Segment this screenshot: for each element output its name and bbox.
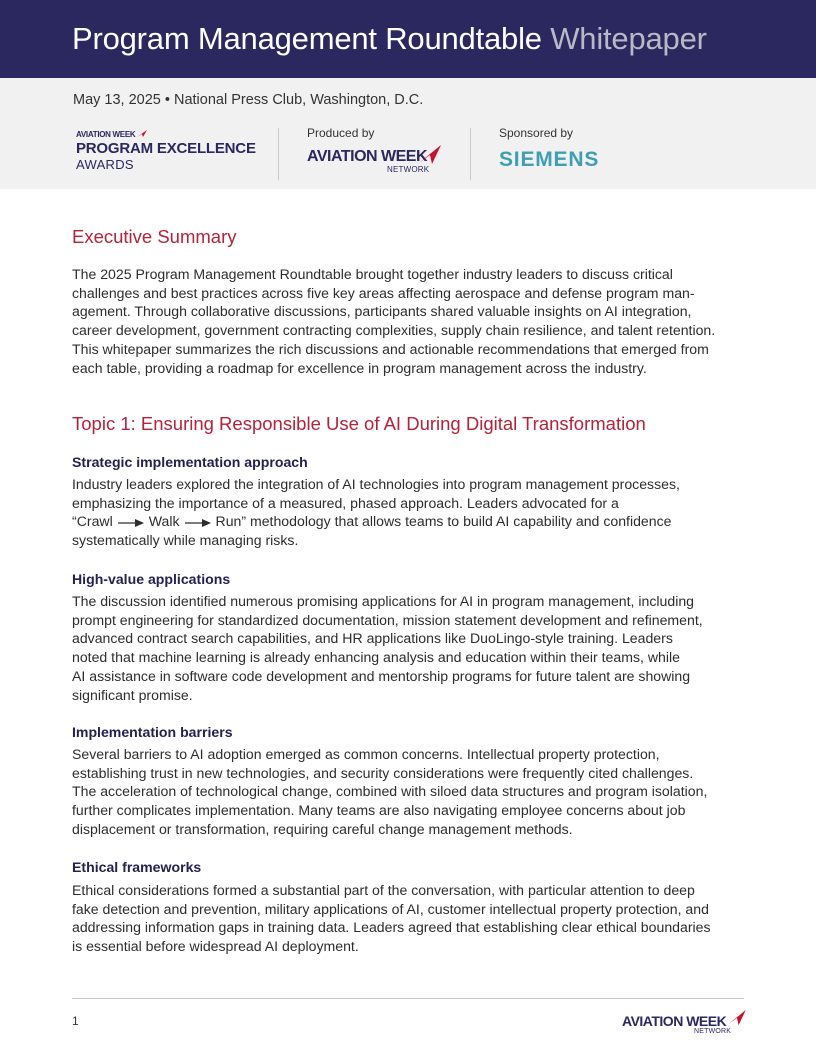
title-light: Whitepaper bbox=[550, 21, 707, 56]
section-text-ethical: Ethical considerations formed a substantial part of the conversation, with particular attention to deep fake detection and prevention, military applications of AI, customer intellectual property protection, and addressing information gaps in training data. Leaders agreed that establishing clear ethical boundaries is essential before widespread AI deployment. bbox=[72, 882, 711, 955]
crawl-walk-run-line: “Crawl Walk Run” methodology that allows teams to build AI capability and confidence bbox=[72, 513, 672, 530]
section-text-high-value: The discussion identified numerous promising applications for AI in program management, including prompt engineering for standardized documentation, mission statement development and refinement, advanced contract search capabilities, and HR applications like DuoLingo-style training. Leaders noted that machine learning is already enhancing analysis and education within their teams, while AI assistance in software code development and mentorship programs for future talent are showing significant promise. bbox=[72, 593, 703, 703]
event-info-bar bbox=[0, 78, 816, 189]
section-heading-barriers: Implementation barriers bbox=[72, 724, 233, 740]
swoosh-icon bbox=[419, 145, 441, 165]
footer-aviation-week-logo bbox=[622, 1013, 746, 1039]
section-heading-high-value: High-value applications bbox=[72, 571, 231, 587]
title-banner bbox=[0, 0, 816, 78]
awards-logo-main: PROGRAM EXCELLENCE bbox=[76, 140, 256, 157]
awards-logo-sub: AWARDS bbox=[76, 157, 134, 172]
executive-summary-text: The 2025 Program Management Roundtable brought together industry leaders to discuss critical challenges and best practices across five key areas affecting aerospace and defense program man- agement. Through collaborative discussions, participants shared valuable insights on AI integration, career development, government contracting complexities, supply chain resilience, and talent retention. This whitepaper summarizes the rich discussions and actionable recommendations that emerged from each table, providing a roadmap for excellence in program management across the industry. bbox=[72, 266, 716, 376]
section-text-strategic: Industry leaders explored the integration of AI technologies into program management processes, emphasizing the importance of a measured, phased approach. Leaders advocated for a “Crawl Walk Run” methodology that allows teams to build AI capability and confidence systematically while managing risks. bbox=[72, 475, 744, 550]
program-excellence-awards-logo bbox=[76, 130, 266, 174]
section-heading-ethical: Ethical frameworks bbox=[72, 859, 202, 875]
aviation-week-network-logo bbox=[307, 148, 447, 178]
swoosh-icon bbox=[728, 1010, 746, 1026]
page-number: 1 bbox=[72, 1014, 79, 1028]
aw-logo-word: AVIATION WEEK bbox=[307, 148, 428, 165]
arrow-right-icon bbox=[184, 518, 212, 528]
footer-logo-word: AVIATION WEEK bbox=[622, 1013, 727, 1029]
section-heading-strategic: Strategic implementation approach bbox=[72, 454, 308, 470]
event-date-location: May 13, 2025 • National Press Club, Washington, D.C. bbox=[73, 92, 424, 108]
document-title bbox=[72, 19, 707, 59]
awards-logo-top: AVIATION WEEK bbox=[76, 130, 147, 139]
sponsored-by-label: Sponsored by bbox=[499, 126, 574, 140]
title-main: Program Management Roundtable bbox=[72, 21, 542, 56]
logo-divider bbox=[278, 128, 279, 180]
swoosh-icon bbox=[137, 130, 147, 138]
produced-by-label: Produced by bbox=[307, 126, 375, 140]
logo-divider bbox=[470, 128, 471, 180]
topic-1-heading: Topic 1: Ensuring Responsible Use of AI During Digital Transformation bbox=[72, 413, 646, 434]
arrow-right-icon bbox=[117, 518, 145, 528]
section-text-barriers: Several barriers to AI adoption emerged as common concerns. Intellectual property protection, establishing trust in new technologies, and security considerations were frequently cited challenges. The acceleration of technological change, combined with siloed data structures and program isolation, further complicates implementation. Many teams are also navigating employee concerns about job displacement or transformation, requiring careful change management methods. bbox=[72, 746, 708, 837]
footer-divider bbox=[72, 998, 744, 999]
footer-logo-network: NETWORK bbox=[694, 1028, 732, 1035]
executive-summary-heading: Executive Summary bbox=[72, 226, 237, 247]
aw-logo-network: NETWORK bbox=[387, 165, 430, 174]
siemens-logo: SIEMENS bbox=[499, 148, 600, 171]
